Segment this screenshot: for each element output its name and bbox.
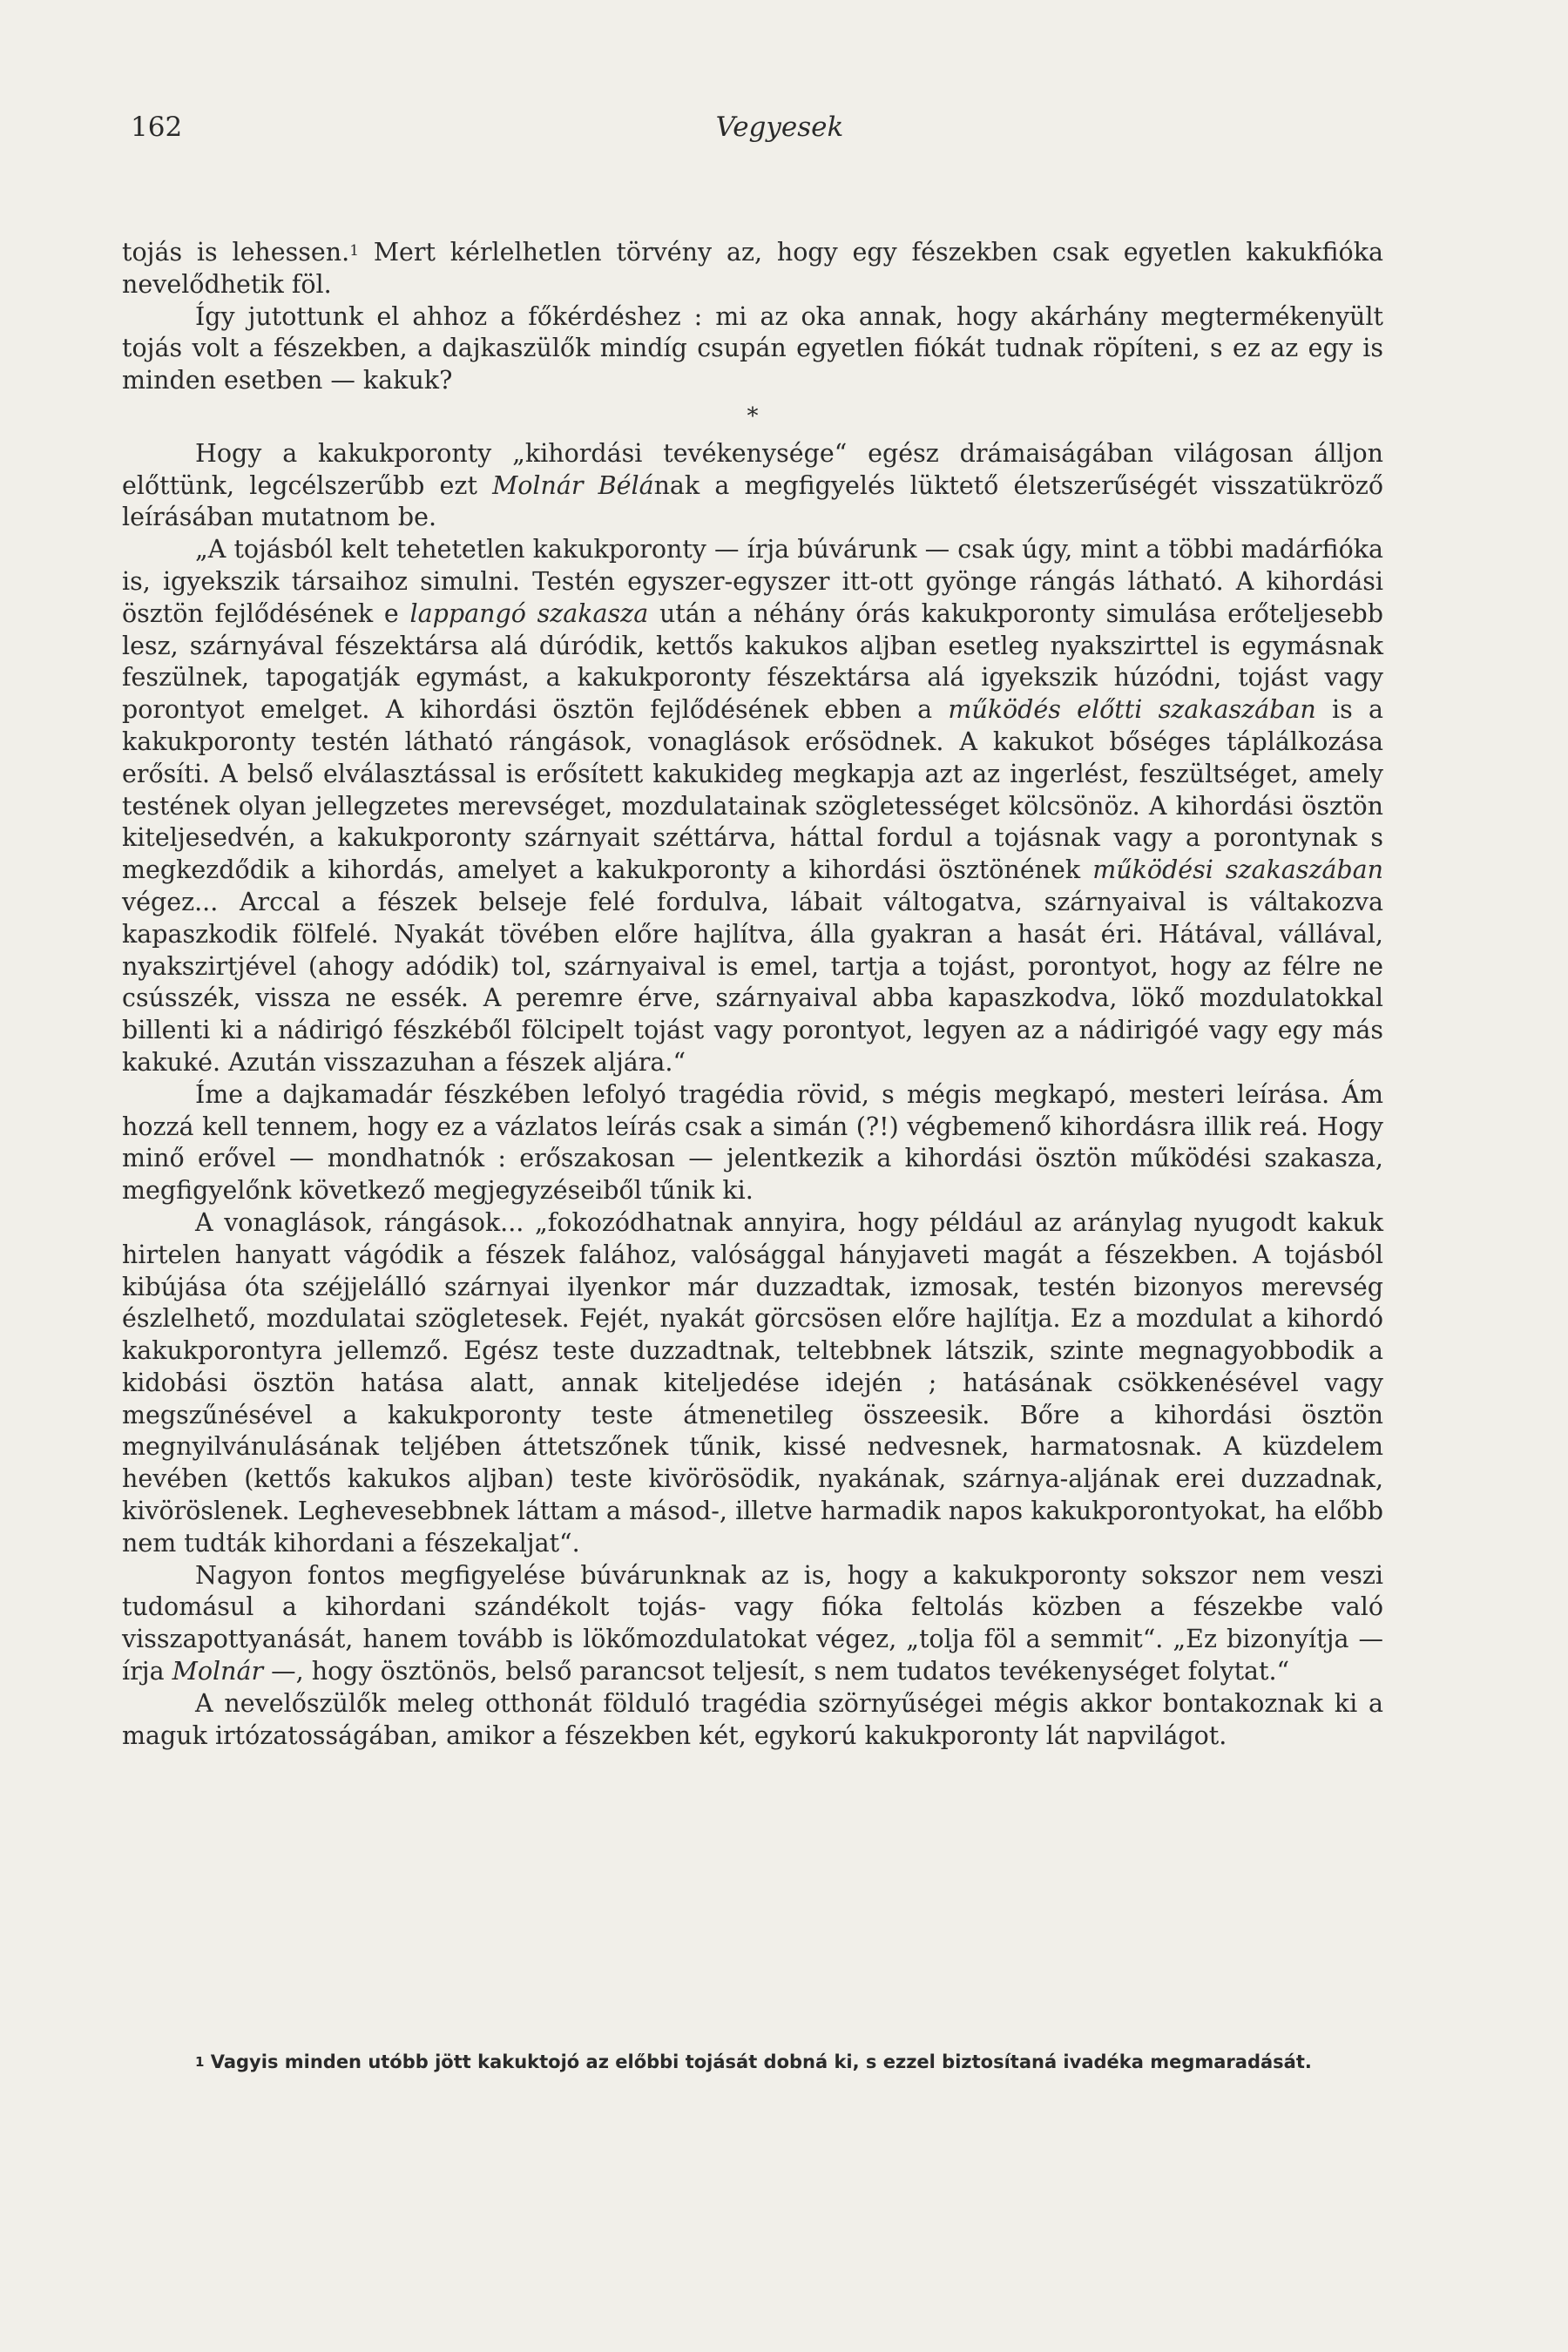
author-name: Molnár Bélá (492, 470, 654, 500)
emphasis-1: lappangó szakasza (409, 598, 649, 628)
paragraph-8: A nevelőszülők meleg otthonát földuló tragédia szörnyűségei mégis akkor bontakoznak ki a maguk irtózatosságában, amikor a fészekben két, egykorú kakukporonty lát napvilágot. (122, 1688, 1383, 1750)
page-header (131, 112, 1429, 155)
paragraph-5: Íme a dajkamadár fészkében lefolyó tragédia rövid, s mégis megkapó, mesteri leírása. Ám hozzá kell tennem, hogy ez a vázlatos leírás csak a simán (?!) végbemenő kihordásra illik reá. Hogy minő erővel — mondhatnók : erőszakosan — jelentkezik a kihordási ösztön működési szakasza, megfigyelőnk következő megjegyzéseiből tűnik ki. (122, 1079, 1383, 1206)
author-name: Molnár (172, 1657, 264, 1686)
paragraph-3: Hogy a kakukporonty „kihordási tevékenysége“ egész drámaiságában világosan álljon előttünk, legcélszerűbb ezt Molnár Bélának a megfigyelés lüktető életszerűségét visszatükröző leírásában mutatnom be. (122, 438, 1383, 532)
section-separator: * (747, 402, 759, 429)
paragraph-4: „A tojásból kelt tehetetlen kakukporonty — írja búvárunk — csak úgy, mint a többi madárfióka is, igyekszik társaihoz simulni. Testén egyszer-egyszer itt-ott gyönge rángás látható. A kihordási ösztön fejlődésének e lappangó szakasza után a néhány órás kakukporonty simulása erőteljesebb lesz, szárnyával fészektársa alá dúródik, kettős kakukos aljban esetleg nyakszirttel is egymásnak feszülnek, tapogatják egymást, a kakukporonty fészektársa alá igyekszik húzódni, tojást vagy porontyot emelget. A kihordási ösztön fejlődésének ebben a működés előtti szakaszában is a kakukporonty testén látható rángások, vonaglások erősödnek. A kakukot bőséges táplálkozása erősíti. A belső elválasztással is erősített kakukideg megkapja azt az ingerlést, feszültséget, amely testének olyan jellegzetes merevséget, mozdulatainak szögletességet kölcsönöz. A kihordási ösztön kiteljesedvén, a kakukporonty szárnyait széttárva, háttal fordul a tojásnak vagy a porontynak s megkezdődik a kihordás, amelyet a kakukporonty a kihordási ösztönének működési szakaszában végez... Arccal a fészek belseje felé fordulva, lábait váltogatva, szárnyaival is váltakozva kapaszkodik fölfelé. Nyakát tövében előre hajlítva, álla gyakran a hasát éri. Hátával, vállával, nyakszirtjével (ahogy adódik) tol, szárnyaival is emel, tartja a tojást, porontyot, hogy az félre ne csússzék, vissza ne essék. A peremre érve, szárnyaival abba kapaszkodva, lökő mozdulatokkal billenti ki a nádirigó fészkéből fölcipelt tojást vagy porontyot, legyen az a nádirigóé vagy egy más kakuké. Azután visszazuhan a fészek aljára.“ (122, 535, 1383, 1077)
body-text (122, 237, 1383, 1752)
paragraph-2: Így jutottunk el ahhoz a főkérdéshez : mi az oka annak, hogy akárhány megtermékenyült tojás volt a fészekben, a dajkaszülők mindíg csupán egyetlen fiókát tudnak röpíteni, s ez az egy is minden esetben — kakuk? (122, 301, 1383, 395)
footnote: $^1$ Vagyis minden utóbb jött kakuktojó az előbbi tojását dobná ki, s ezzel biztosítaná ivadéka megmaradását. (195, 2051, 1312, 2072)
emphasis-3: működési szakaszában (1092, 855, 1383, 885)
footnote-reference: 1 (349, 242, 360, 260)
paragraph-6: A vonaglások, rángások... „fokozódhatnak annyira, hogy például az aránylag nyugodt kakuk hirtelen hanyatt vágódik a fészek falához, valósággal hányjaveti magát a fészekben. A tojásból kibújása óta széjjelálló szárnyai ilyenkor már duzzadtak, izmosak, testén bizonyos merevség észlelhető, mozdulatai szögletesek. Fejét, nyakát görcsösen előre hajlítja. Ez a mozdulat a kihordó kakukporontyra jellemző. Egész teste duzzadtnak, teltebbnek látszik, szinte megnagyobbodik a kidobási ösztön hatása alatt, annak kiteljedése idején ; hatásának csökkenésével vagy megszűnésével a kakukporonty teste átmenetileg összeesik. Bőre a kihordási ösztön megnyilvánulásának teljében áttetszőnek tűnik, kissé nedvesnek, harmatosnak. A küzdelem hevében (kettős kakukos aljban) teste kivörösödik, nyakának, szárnya-aljának erei duzzadnak, kivöröslenek. Leghevesebbnek láttam a másod-, illetve harmadik napos kakukporontyokat, ha előbb nem tudták kihordani a fészekaljat“. (122, 1207, 1383, 1558)
paragraph-7: Nagyon fontos megfigyelése búvárunknak az is, hogy a kakukporonty sokszor nem veszi tudomásul a kihordani szándékolt tojás- vagy fióka feltolás közben a fészekbe való visszapottyanását, hanem tovább is lökőmozdulatokat végez, „tolja föl a semmit“. „Ez bizonyítja — írja Molnár —, hogy ösztönös, belső parancsot teljesít, s nem tudatos tevékenységet folytat.“ (122, 1560, 1383, 1686)
emphasis-2: működés előtti szakaszában (948, 695, 1316, 725)
page-number: 162 (131, 112, 183, 143)
paragraph-1: tojás is lehessen.$^1$ Mert kérlelhetlen törvény az, hogy egy fészekben csak egyetlen kakukfióka nevelődhetik föl. (122, 238, 1383, 299)
running-title: Vegyesek (715, 112, 844, 143)
footnote-mark: 1 (195, 2054, 205, 2070)
